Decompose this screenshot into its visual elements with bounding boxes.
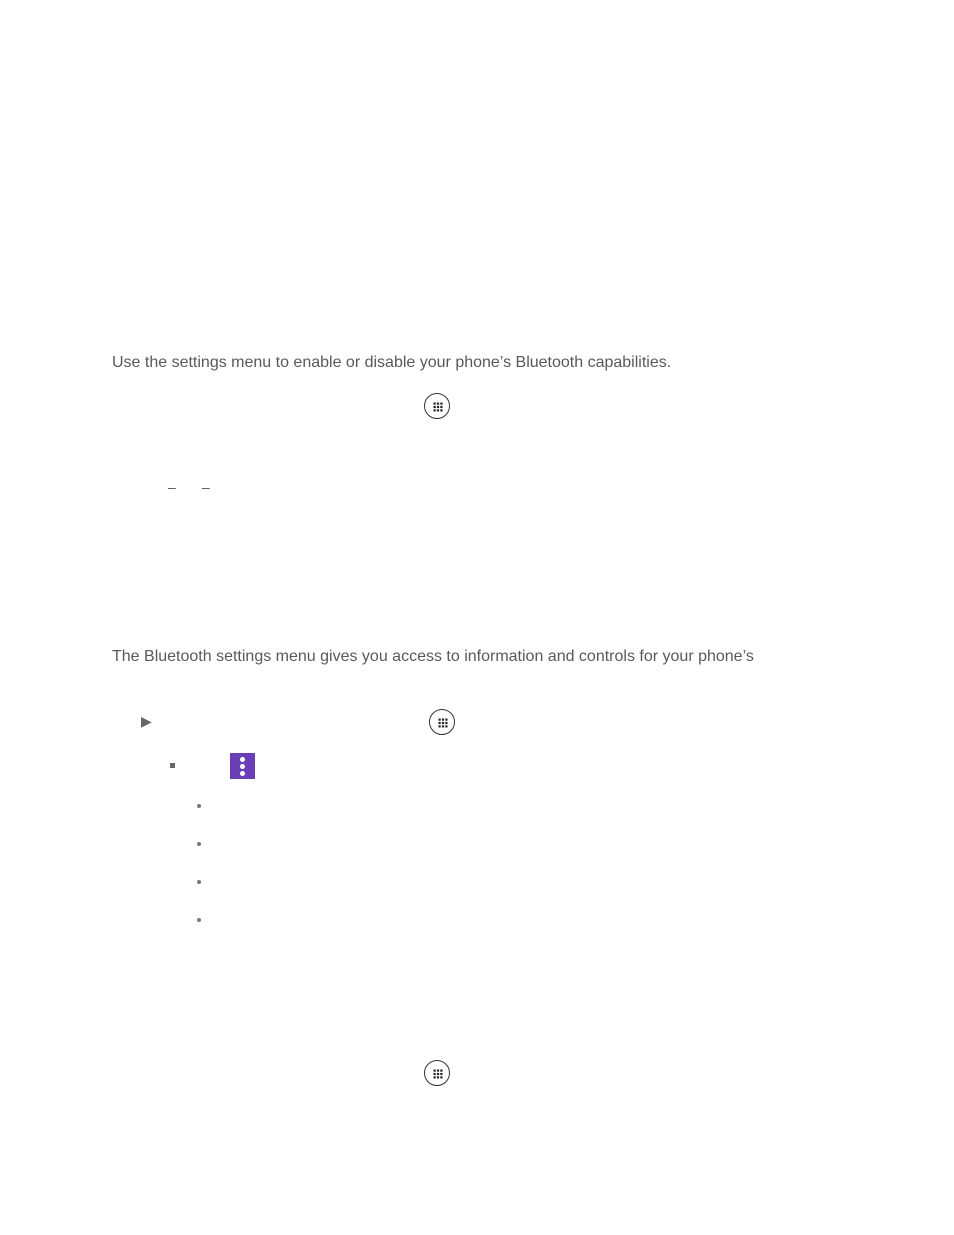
- dot-bullet: [197, 842, 201, 846]
- settings-menu-paragraph: The Bluetooth settings menu gives you access to information and controls for your phone’s: [112, 648, 754, 665]
- apps-grid-icon: [424, 1060, 450, 1086]
- intro-paragraph: Use the settings menu to enable or disable your phone’s Bluetooth capabilities.: [112, 354, 672, 371]
- dot-bullet: [197, 804, 201, 808]
- dash-separator: –: [168, 479, 176, 495]
- step-arrow-bullet: ▶: [141, 713, 152, 729]
- square-bullet: [170, 763, 175, 768]
- dot-bullet: [197, 880, 201, 884]
- overflow-menu-icon: [230, 753, 255, 779]
- dash-separator: –: [202, 479, 210, 495]
- apps-grid-icon: [424, 393, 450, 419]
- dot-bullet: [197, 918, 201, 922]
- apps-grid-icon: [429, 709, 455, 735]
